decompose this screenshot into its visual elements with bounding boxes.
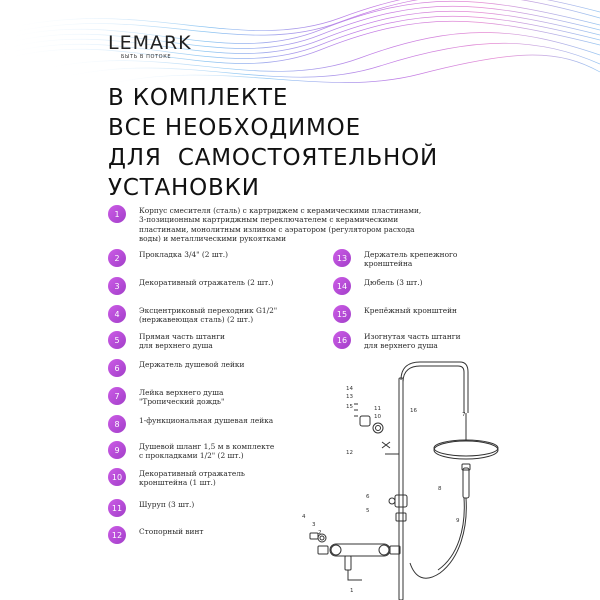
headline-line-3: ДЛЯ САМОСТОЯТЕЛЬНОЙ [108, 145, 439, 171]
callout-9: 9 [456, 518, 460, 524]
parts-item [108, 205, 421, 244]
item-number-badge: 10 [108, 468, 126, 486]
item-text: Эксцентриковый переходник G1/2" (нержавеющая сталь) (2 шт.) [139, 306, 278, 325]
headline [108, 83, 578, 203]
item-text: Шуруп (3 шт.) [139, 500, 195, 509]
item-number-badge: 15 [333, 305, 351, 323]
parts-item [108, 441, 274, 461]
callout-7: 7 [462, 412, 466, 418]
callout-12: 12 [346, 450, 353, 456]
shower-system-diagram [290, 358, 510, 600]
item-number-badge: 5 [108, 331, 126, 349]
item-number-badge: 2 [108, 249, 126, 267]
item-number-badge: 9 [108, 441, 126, 459]
parts-item [333, 249, 457, 269]
callout-13: 13 [346, 394, 353, 400]
decorative-wave-banner [0, 0, 600, 95]
item-text: Лейка верхнего душа "Тропический дождь" [139, 388, 225, 407]
brand-tagline: БЫТЬ В ПОТОКЕ [121, 54, 172, 60]
callout-15: 15 [346, 404, 353, 410]
headline-line-1: В КОМПЛЕКТЕ [108, 85, 289, 111]
parts-item [333, 305, 457, 323]
item-number-badge: 8 [108, 415, 126, 433]
parts-item [333, 331, 461, 351]
parts-item [108, 387, 224, 407]
parts-item [108, 305, 277, 325]
item-number-badge: 3 [108, 277, 126, 295]
item-number-badge: 6 [108, 359, 126, 377]
parts-item [108, 499, 194, 517]
item-number-badge: 16 [333, 331, 351, 349]
headline-line-4: УСТАНОВКИ [108, 175, 260, 201]
item-text: Держатель душевой лейки [139, 360, 245, 369]
callout-3: 3 [312, 522, 316, 528]
callout-1: 1 [350, 588, 354, 594]
callout-10: 10 [374, 414, 381, 420]
item-number-badge: 13 [333, 249, 351, 267]
item-text: Декоративный отражатель кронштейна (1 шт.) [139, 469, 245, 488]
callout-2: 2 [318, 530, 322, 536]
callout-11: 11 [374, 406, 381, 412]
callout-8: 8 [438, 486, 442, 492]
brand-logo [108, 33, 192, 60]
parts-item [108, 359, 244, 377]
item-number-badge: 11 [108, 499, 126, 517]
item-text: Декоративный отражатель (2 шт.) [139, 278, 274, 287]
parts-item [108, 277, 273, 295]
parts-item [108, 526, 203, 544]
callout-6: 6 [366, 494, 370, 500]
item-number-badge: 7 [108, 387, 126, 405]
item-text: Дюбель (3 шт.) [364, 278, 423, 287]
callout-5: 5 [366, 508, 370, 514]
item-text: Крепёжный кронштейн [364, 306, 457, 315]
item-text: Стопорный винт [139, 527, 204, 536]
callout-16: 16 [410, 408, 417, 414]
parts-item [108, 468, 245, 488]
parts-item [108, 249, 228, 267]
item-text: Держатель крепежного кронштейна [364, 250, 458, 269]
item-text: Душевой шланг 1,5 м в комплекте с прокладками 1/2" (2 шт.) [139, 442, 275, 461]
item-text: 1-функциональная душевая лейка [139, 416, 274, 425]
diagram-callouts [302, 386, 466, 594]
parts-item [333, 277, 422, 295]
item-text: Прямая часть штанги для верхнего душа [139, 332, 225, 351]
item-text: Прокладка 3/4" (2 шт.) [139, 250, 229, 259]
parts-item [108, 331, 225, 351]
item-number-badge: 1 [108, 205, 126, 223]
callout-4: 4 [302, 514, 306, 520]
headline-line-2: ВСЕ НЕОБХОДИМОЕ [108, 115, 361, 141]
callout-14: 14 [346, 386, 353, 392]
brand-name: LEMARK [108, 32, 192, 54]
item-number-badge: 14 [333, 277, 351, 295]
item-text: Корпус смесителя (сталь) с картриджем с керамическими пластинами, 3-позиционным картриджным переключателем с керамическими пластинами, монолитным изливом с аэратором (регулятором расхода воды) и металлическими рукоятками [139, 206, 422, 244]
item-text: Изогнутая часть штанги для верхнего душа [364, 332, 461, 351]
parts-item [108, 415, 273, 433]
item-number-badge: 12 [108, 526, 126, 544]
item-number-badge: 4 [108, 305, 126, 323]
